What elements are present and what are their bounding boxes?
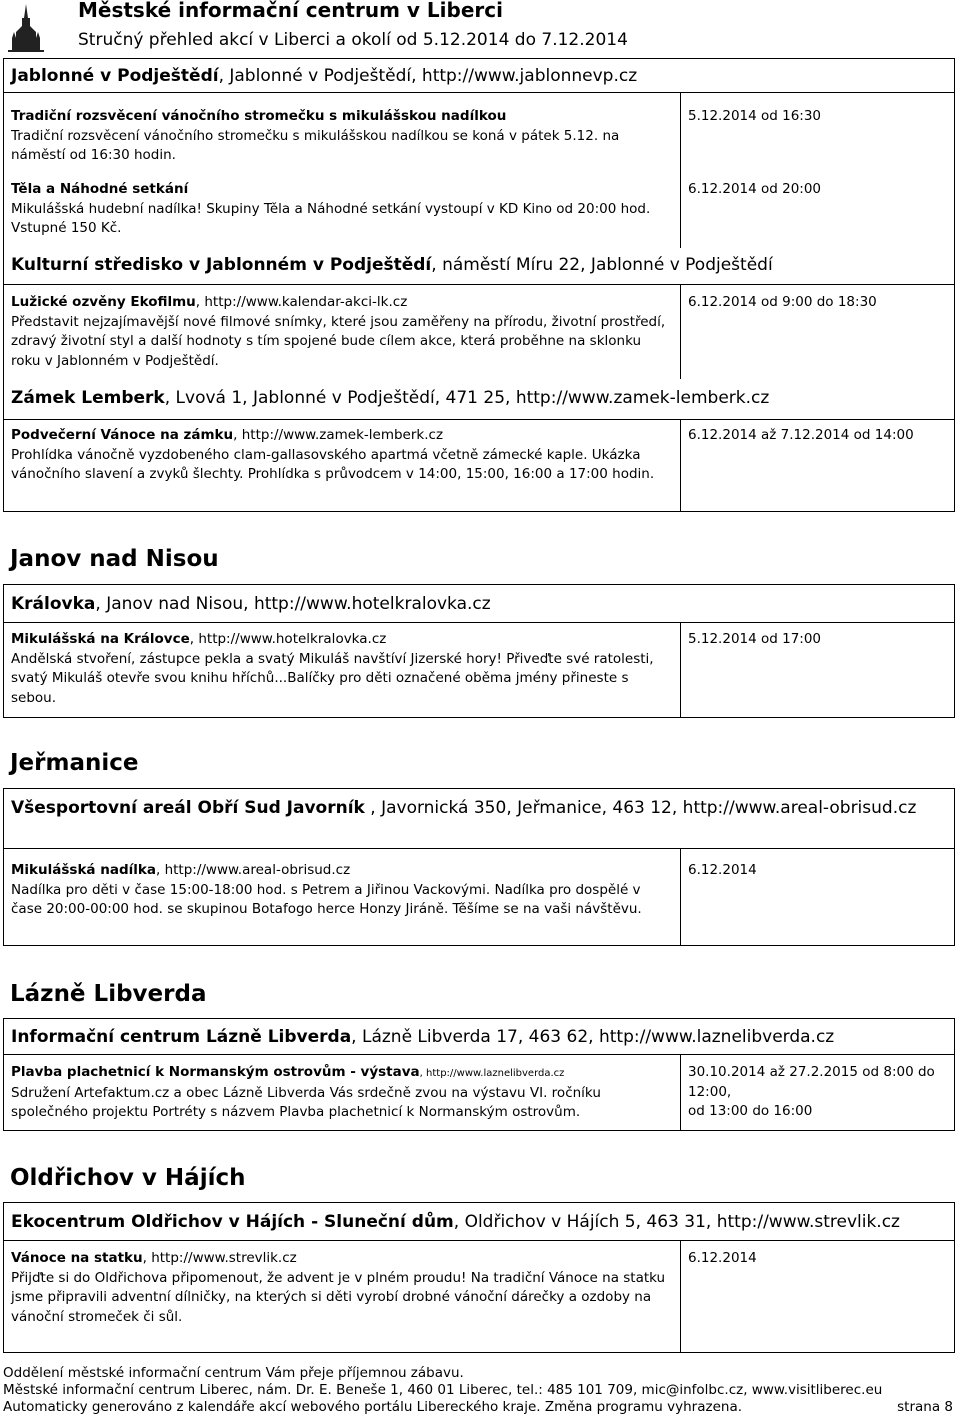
venue-header (4, 379, 954, 417)
venue-header (4, 248, 954, 282)
venue-details: , Lvová 1, Jablonné v Podještědí, 471 25, http://www.zamek-lemberk.cz (164, 388, 770, 408)
event-title: Podvečerní Vánoce na zámku (11, 427, 234, 443)
event-title: Tradiční rozsvěcení vánočního stromečku s mikulášskou nadílkou (11, 108, 507, 124)
venue-details: , Lázně Libverda 17, 463 62, http://www.laznelibverda.cz (351, 1027, 835, 1047)
event-description: Nadílka pro děti v čase 15:00-18:00 hod. s Petrem a Jiřinou Vackovými. Nadílka pro dospělé v čase 20:00-00:00 hod. se skupinou Botafogo herce Honzy Jiráně. Těšíme se na vaši návštěvu. (11, 881, 642, 917)
event-link[interactable]: , http://www.laznelibverda.cz (419, 1068, 565, 1079)
event-date: 6.12.2014 (688, 1250, 757, 1266)
event-item (11, 1063, 671, 1123)
section-title: Janov nad Nisou (10, 546, 219, 572)
event-item (11, 1249, 671, 1327)
divider (4, 419, 954, 420)
event-title: Těla a Náhodné setkání (11, 181, 189, 197)
venue-details: , Javornická 350, Jeřmanice, 463 12, http://www.areal-obrisud.cz (364, 798, 917, 818)
venue-group-janov (3, 584, 955, 718)
page-subtitle: Stručný přehled akcí v Liberci a okolí od 5.12.2014 do 7.12.2014 (78, 30, 628, 50)
event-date (688, 1063, 952, 1122)
event-description: Sdružení Artefaktum.cz a obec Lázně Libverda Vás srdečně zvou na výstavu VI. ročníku společného projektu Portréty s názvem Plavba plachetnicí k Normanským ostrovům. (11, 1084, 601, 1120)
column-divider (680, 1241, 681, 1353)
divider (4, 284, 954, 285)
column-divider (680, 1055, 681, 1131)
column-divider (680, 419, 681, 512)
liberec-town-hall-logo-icon (6, 2, 46, 52)
event-description: Přijďte si do Oldřichova připomenout, že advent je v plném proudu! Na tradiční Vánoce na statku jsme připravili adventní dílničky, na kterých si děti vyrobí drobné vánoční dárečky a ozdoby na vánoční stromeček či sůl. (11, 1269, 666, 1325)
event-description: Andělská stvoření, zástupce pekla a svatý Mikuláš navštíví Jizerské hory! Přiveďte své ratolesti, svatý Mikuláš otevře svou knihu hříchů...Balíčky pro děti označené oběma jmény přineste s sebou. (11, 650, 654, 706)
venue-group-oldrichov (3, 1202, 955, 1353)
footer-greeting: Oddělení městské informační centrum Vám přeje příjemnou zábavu. (3, 1365, 464, 1381)
event-item (11, 293, 671, 371)
event-description: Prohlídka vánočně vyzdobeného clam-gallasovského apartmá včetně zámecké kaple. Ukázka vánočního slavení a zvyků šlechty. Prohlídka s průvodcem v 14:00, 15:00, 16:00 a 17:00 hodin. (11, 446, 655, 482)
page-title: Městské informační centrum v Liberci (78, 0, 503, 22)
event-item (11, 426, 671, 485)
venue-header (4, 59, 954, 93)
event-date: 6.12.2014 (688, 862, 757, 878)
venue-name: Ekocentrum Oldřichov v Hájích - Sluneční dům (11, 1212, 454, 1232)
venue-header (4, 585, 954, 623)
event-description: Mikulášská hudební nadílka! Skupiny Těla a Náhodné setkání vystoupí v KD Kino od 20:00 hod. Vstupné 150 Kč. (11, 200, 651, 236)
event-item (11, 180, 671, 239)
event-title: Mikulášská na Královce (11, 631, 190, 647)
venue-details: , náměstí Míru 22, Jablonné v Podještědí (431, 255, 773, 275)
event-title: Vánoce na statku (11, 1250, 143, 1266)
event-date: 6.12.2014 od 20:00 (688, 181, 822, 197)
column-divider (680, 849, 681, 946)
column-divider (680, 284, 681, 379)
venue-details: , Oldřichov v Hájích 5, 463 31, http://www.strevlik.cz (453, 1212, 900, 1232)
venue-header (4, 789, 954, 849)
venue-group-libverda (3, 1018, 955, 1131)
venue-header (4, 1203, 954, 1241)
event-date: 6.12.2014 od 9:00 do 18:30 (688, 294, 877, 310)
venue-name: Zámek Lemberk (11, 388, 165, 408)
event-title: Plavba plachetnicí k Normanským ostrovům - výstava (11, 1064, 420, 1080)
venue-details: , Janov nad Nisou, http://www.hotelkralovka.cz (95, 594, 491, 614)
page-number: strana 8 (897, 1399, 953, 1415)
page-header (0, 0, 960, 58)
footer-contact: Městské informační centrum Liberec, nám. Dr. E. Beneše 1, 460 01 Liberec, tel.: 485 101 709, mic@infolbc.cz, www.visitliberec.eu (3, 1382, 883, 1398)
event-link[interactable]: , http://www.zamek-lemberk.cz (233, 427, 444, 443)
event-item (11, 107, 671, 166)
event-date: 5.12.2014 od 17:00 (688, 631, 822, 647)
event-item (11, 630, 671, 708)
venue-name: Kulturní středisko v Jablonném v Podještědí (11, 255, 432, 275)
section-title: Jeřmanice (10, 750, 139, 776)
event-date: 6.12.2014 až 7.12.2014 od 14:00 (688, 427, 914, 443)
footer-disclaimer: Automaticky generováno z kalendáře akcí webového portálu Libereckého kraje. Změna programu vyhrazena. (3, 1399, 743, 1415)
event-link[interactable]: , http://www.hotelkralovka.cz (189, 631, 387, 647)
event-date-line: od 13:00 do 16:00 (688, 1103, 813, 1119)
column-divider (680, 623, 681, 718)
event-date: 5.12.2014 od 16:30 (688, 108, 822, 124)
venue-name: Jablonné v Podještědí (11, 66, 219, 86)
column-divider (680, 93, 681, 248)
page-footer (3, 1365, 953, 1416)
event-description: Tradiční rozsvěcení vánočního stromečku s mikulášskou nadílkou se koná v pátek 5.12. na náměstí od 16:30 hodin. (11, 127, 620, 163)
event-item (11, 861, 671, 920)
event-link[interactable]: , http://www.strevlik.cz (142, 1250, 297, 1266)
venue-header (4, 1019, 954, 1055)
event-description: Představit nejzajímavější nové filmové snímky, které jsou zaměřeny na přírodu, životní prostředí, zdravý životní styl a další hodnoty s tím spojené bude cílem akce, která proběhne na sklonku roku v Jablonném v Podještědí. (11, 313, 666, 369)
venue-name: Informační centrum Lázně Libverda (11, 1027, 352, 1047)
venue-details: , Jablonné v Podještědí, http://www.jablonnevp.cz (218, 66, 638, 86)
section-title: Oldřichov v Hájích (10, 1165, 246, 1191)
event-link[interactable]: , http://www.kalendar-akci-lk.cz (195, 294, 408, 310)
venue-group-jermanice (3, 788, 955, 946)
venue-group-jablonne (3, 58, 955, 512)
event-date-line: 30.10.2014 až 27.2.2015 od 8:00 do 12:00, (688, 1064, 935, 1100)
event-link[interactable]: , http://www.areal-obrisud.cz (155, 862, 351, 878)
event-title: Lužické ozvěny Ekofilmu (11, 294, 196, 310)
section-title: Lázně Libverda (10, 981, 207, 1007)
venue-name: Všesportovní areál Obří Sud Javorník (11, 798, 365, 818)
event-title: Mikulášská nadílka (11, 862, 156, 878)
venue-name: Královka (11, 594, 96, 614)
